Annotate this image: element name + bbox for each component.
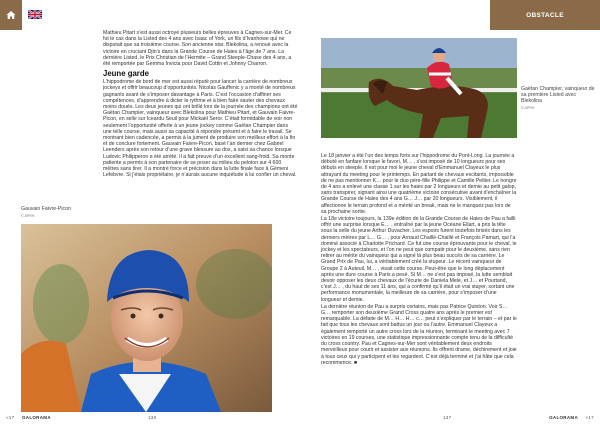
right-text-column xyxy=(321,153,517,367)
photo-caption-left xyxy=(21,206,96,219)
magazine-name: GALORAMA xyxy=(21,415,51,420)
photo-caption-right xyxy=(521,86,596,111)
left-text-column xyxy=(103,30,298,179)
uk-flag-icon[interactable] xyxy=(28,10,42,19)
footer-right xyxy=(549,415,594,420)
section-heading: Jeune garde xyxy=(103,69,149,79)
page-number-left: 136 xyxy=(148,415,157,420)
paragraph: Mathieu Pitart s’est aussi octroyé plusieurs belles épreuves à Cagnes-sur-Mer. Ce fut le cas dans la Listed des 4 ans avec Isaac of York, un fils d’Ivanhowe qui ne disputait que sa troisième course. Son ancienne star, Blekolina, a renoué avec la victoire en cruciant Djin’s dans la Grande Course de Haies à l’âge de 7 ans. La dernière Listed, le Prix Christian de l’Hermite – Grand Steeple-Chase des 4 ans, a été remportée par Gemma Invicta pour David Cottin et Johnny Charron. xyxy=(103,30,292,68)
section-tab-obstacle[interactable]: OBSTACLE xyxy=(490,0,600,30)
page-number-right: 137 xyxy=(443,415,452,420)
caption-text: Gaëtan Champier, vainqueur de sa première Listed avec Blekolina xyxy=(521,86,595,104)
caption-text: Gauvain Faivre-Picon xyxy=(21,206,71,212)
jockey-horse-photo xyxy=(321,38,517,138)
photo-credit: © APRH xyxy=(521,106,535,110)
home-button[interactable] xyxy=(0,0,22,30)
photo-credit: © APRH xyxy=(21,214,35,218)
top-bar xyxy=(0,0,600,30)
paragraph: Le 18 janvier a été l’un des temps forts sur l’hippodrome du Pont-Long. La journée a débuté en fanfare lorsque le favori, M… , s’est imposé de 10 longueurs pour ses débuts en steeple. Il est pour moi le jeune cheval d’Emmanuel Clayeux le plus attrayant du meeting pour le printemps. En parlant de chevaux excitants, impossible de ne pas mentionner K… pour le duo père-fille Philippe et Camille Peltier. Le hongre de 4 ans a enlevé une classe 1 sur les haies par 2 longueurs et demie au petit galop, sans transpirer, signant ainsi une quatrième victoire consécutive avant d’enchaîner la Grande Course de Haies des 4 ans G… J… par 20 longueurs. Visiblement, il affectionne le terrain profond et a mérité un break, mais ne le manquez pas lors de sa prochaine sortie. xyxy=(321,153,517,215)
footer-left xyxy=(6,415,51,420)
issue-number: «17 xyxy=(6,415,15,420)
jockey-portrait-photo xyxy=(21,224,272,412)
paragraph: La 18e victoire toujours, la 139e édition de la Grande Course de Haies de Pau a failli offrir une surprise lorsque E… , entraîné par la jeune Océane Ellart, a pris la tête sous la selle du jeune Arthur Duvacher. Les espoirs furent toutefois brisés dans les derniers mètres par L… G… , pour Arnaud Chaillé-Chaillé et François Pamart, qui l’a dominé associé à Charlotte Prichard. Ce fut une course éprouvante pour le cheval, le jockey et les spectateurs, et l’on ne peut que compatir pour le deuxième, sans rien retirer au mérite du vainqueur qui a signé là plus beau succès de sa carrière. Le Grand Prix de Pau, lui, a véritablement créé la stupeur. Le récent vainqueur de Groupe 2 à Auteuil, M… , visait cette course. Peut-être que le long déplacement après une dure course à Paris a pesé. Si M… ne s’est pas imposé, la lutte semblait devoir opposer les deux chevaux de l’écurie de Daniela Mele, et J… et Pourtand, c’est J… , du haut de ses 11 ans, qui a confirmé qu’il était un vrai stayer, sortant une performance monumentale, la meilleure de sa carrière, pour s’imposer d’une longueur et demie. xyxy=(321,216,517,303)
paragraph: L’hippodrome de bord de mer est aussi réputé pour lancer la carrière de nombreux jockeys et offrir beaucoup d’opportunités. Nicolas Gauffenic y a monté de nombreux gagnants avant de s’imposer davantage à Paris. C’est l’occasion d’affiner ses compétences, d’apprendre à dicter le rythme et à bien faire sauter des chevaux moins doués. Les deux jeunes qui ont brillé lors de la journée des champions ont été Gaëtan Champier, vainqueur avec Blekolina pour Mathieu Pitart, et Gauvain Faivre-Picon, en selle sur Iceardu Seuil pour Mickaël Seror. C’était formidable de voir non seulement l’opportunité offerte à un jeune jockey comme Gaëtan Champier dans une telle course, mais aussi sa capacité à répondre présent et à faire le travail. Se montrant bien cadencée, a permis à la jument de produire son meilleur effort à la fin et de conclure fortement. Gauvain Faivre-Picon, basé l’an dernier chez Gabriel Leenders après son retour d’une grave blessure au dos, a saisi sa chance lorsque Ludovic Philipperon a été arrêté. Il a fait preuve d’un excellent sang-froid. Sa monte patiente a permis à son partenaire de se poser au milieu du peloton sur 4 600 mètres sans tirer. Il a montré force et précision dans la lutte finale face à Gémeni Lefebvre. Si j’étais propriétaire, je n’aurais aucune inquiétude à lui confier un cheval. xyxy=(103,79,298,179)
magazine-name: GALORAMA xyxy=(549,415,579,420)
issue-number: «17 xyxy=(585,415,594,420)
home-icon xyxy=(6,10,16,20)
paragraph: La dernière réunion de Pau a surpris certains, mais pas Patrice Quinton. Voir S… G… remporter son deuxième Grand Cross quatre ans après le premier est remarquable. La défaite de M… H… H… c… peut s’expliquer par le terrain – et par le fait que tous les chevaux sont battus un jour ou l’autre. Emmanuel Clayeux a également remporté un autre cross lors de la réunion, terminant le meeting avec 7 victoires en 19 courses, une statistique impressionnante compte tenu de la difficulté du cross country. Pau et Cagnes-sur-Mer sont véritablement deux endroits merveilleux pour courir et assister aux réunions. Ils offrent drame, déchirement et joie à tous ceux qui y participent et les regardent. C’est déjà terminé et j’ai hâte que cela recommence. ■ xyxy=(321,303,517,366)
